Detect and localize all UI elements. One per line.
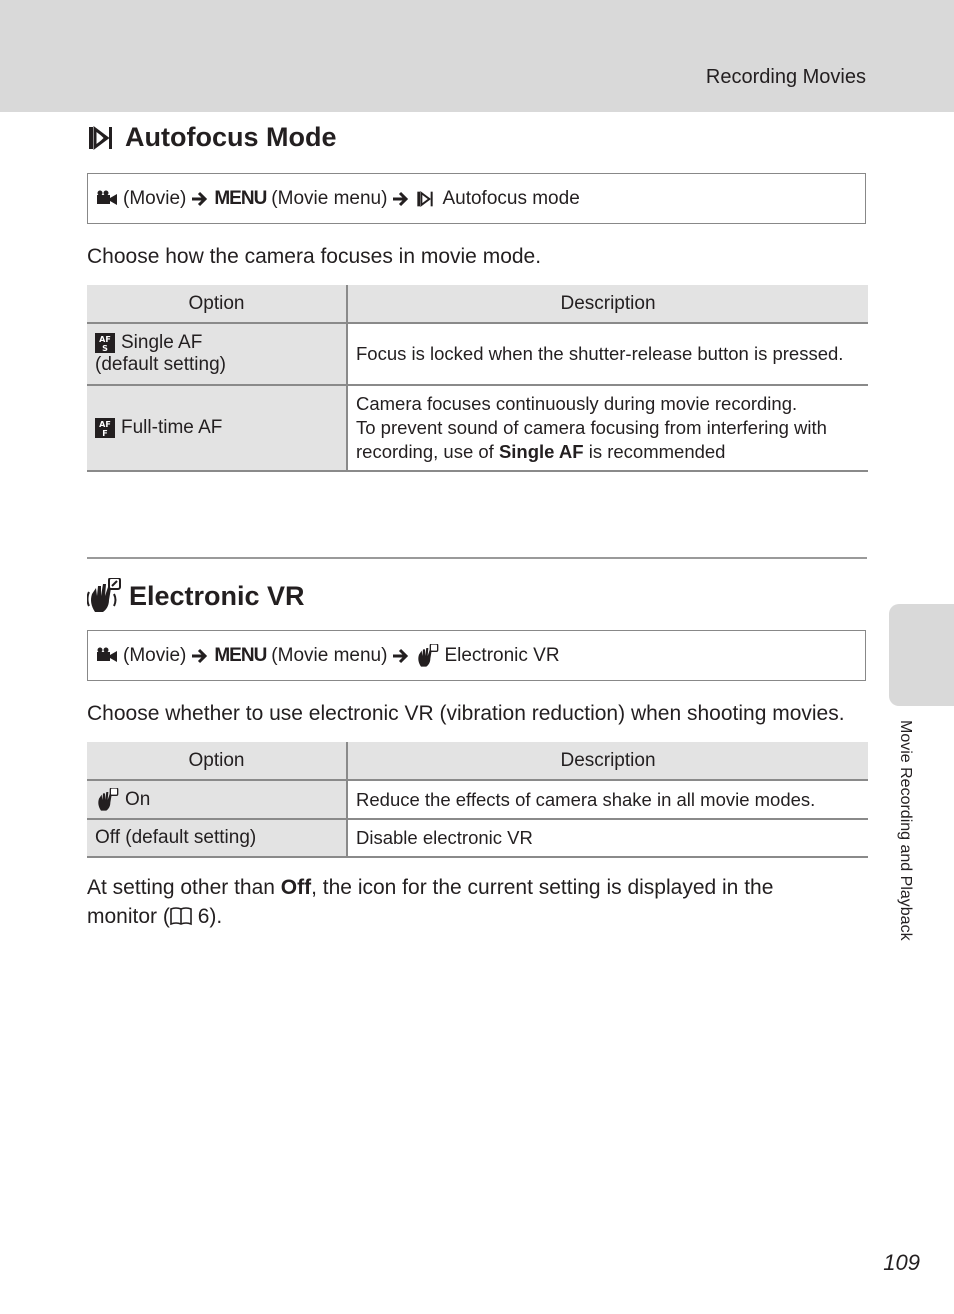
header-band: [0, 0, 954, 112]
option-cell: [87, 385, 347, 471]
electronic-vr-note: [87, 873, 847, 931]
description-cell: Disable electronic VR: [347, 819, 868, 857]
description-bold: Single AF: [498, 441, 584, 462]
autofocus-option-table: [87, 285, 868, 472]
table-header-row: [87, 285, 868, 323]
electronic-vr-intro: Choose whether to use electronic VR (vibration reduction) when shooting movies.: [87, 702, 845, 725]
autofocus-mode-icon: [87, 123, 117, 153]
path-item: Autofocus mode: [442, 187, 580, 209]
movie-icon: [96, 190, 118, 208]
option-label: Full-time AF: [121, 417, 223, 438]
option-label: Single AF: [121, 332, 203, 353]
description-text: is recommended: [583, 441, 726, 462]
note-ref: 6).: [191, 905, 223, 928]
description-line: [356, 440, 860, 464]
table-row: [87, 323, 868, 385]
side-tab-label: Movie Recording and Playback: [897, 720, 914, 941]
electronic-vr-icon: [95, 788, 119, 812]
svg-text:S: S: [102, 344, 108, 353]
description-line: To prevent sound of camera focusing from interfering with: [356, 417, 827, 438]
path-movie: (Movie): [123, 644, 187, 666]
svg-text:AF: AF: [99, 335, 111, 344]
page-number: 109: [883, 1250, 920, 1275]
arrow-icon: [392, 648, 410, 664]
movie-icon: [96, 647, 118, 665]
arrow-icon: [392, 191, 410, 207]
description-cell: [347, 385, 868, 471]
arrow-icon: [191, 648, 209, 664]
path-movie: (Movie): [123, 187, 187, 209]
svg-text:AF: AF: [99, 420, 111, 429]
menu-icon: MENU: [214, 187, 267, 209]
single-af-icon: [95, 333, 115, 353]
autofocus-heading: [87, 122, 336, 153]
description-cell: Reduce the effects of camera shake in all movie modes.: [347, 780, 868, 819]
electronic-vr-menu-path: [87, 630, 866, 681]
note-text: , the icon for the current setting is displayed in the monitor (: [87, 876, 774, 928]
side-tab: [889, 604, 954, 706]
column-header-description: Description: [347, 742, 868, 780]
column-header-description: Description: [347, 285, 868, 323]
path-menu: (Movie menu): [271, 644, 388, 666]
electronic-vr-icon: [415, 644, 439, 668]
option-cell: [87, 323, 347, 385]
description-text: recording, use of: [356, 441, 499, 462]
electronic-vr-heading: [87, 578, 305, 614]
table-row: [87, 385, 868, 471]
book-icon: [170, 906, 192, 926]
table-header-row: [87, 742, 868, 780]
option-cell: [87, 780, 347, 819]
table-row: [87, 819, 868, 857]
electronic-vr-title: Electronic VR: [129, 580, 305, 611]
svg-text:F: F: [102, 429, 108, 438]
option-cell: Off (default setting): [87, 819, 347, 857]
full-time-af-icon: [95, 418, 115, 438]
column-header-option: Option: [87, 742, 347, 780]
arrow-icon: [191, 191, 209, 207]
electronic-vr-icon: [87, 578, 121, 614]
option-label: On: [125, 788, 151, 810]
section-divider: [87, 557, 867, 559]
path-item: Electronic VR: [444, 644, 560, 666]
running-head: Recording Movies: [705, 66, 866, 88]
option-sublabel: (default setting): [95, 354, 226, 375]
electronic-vr-option-table: [87, 742, 868, 858]
autofocus-menu-path: [87, 173, 866, 224]
description-cell: Focus is locked when the shutter-release button is pressed.: [347, 323, 868, 385]
autofocus-title: Autofocus Mode: [125, 122, 337, 152]
description-line: Camera focuses continuously during movie recording.: [356, 393, 798, 414]
path-menu: (Movie menu): [271, 187, 388, 209]
note-bold: Off: [280, 876, 312, 899]
menu-icon: MENU: [214, 644, 267, 666]
table-row: [87, 780, 868, 819]
note-text: At setting other than: [87, 876, 281, 899]
column-header-option: Option: [87, 285, 347, 323]
autofocus-mode-icon: [415, 189, 437, 209]
autofocus-intro: Choose how the camera focuses in movie mode.: [87, 245, 542, 268]
